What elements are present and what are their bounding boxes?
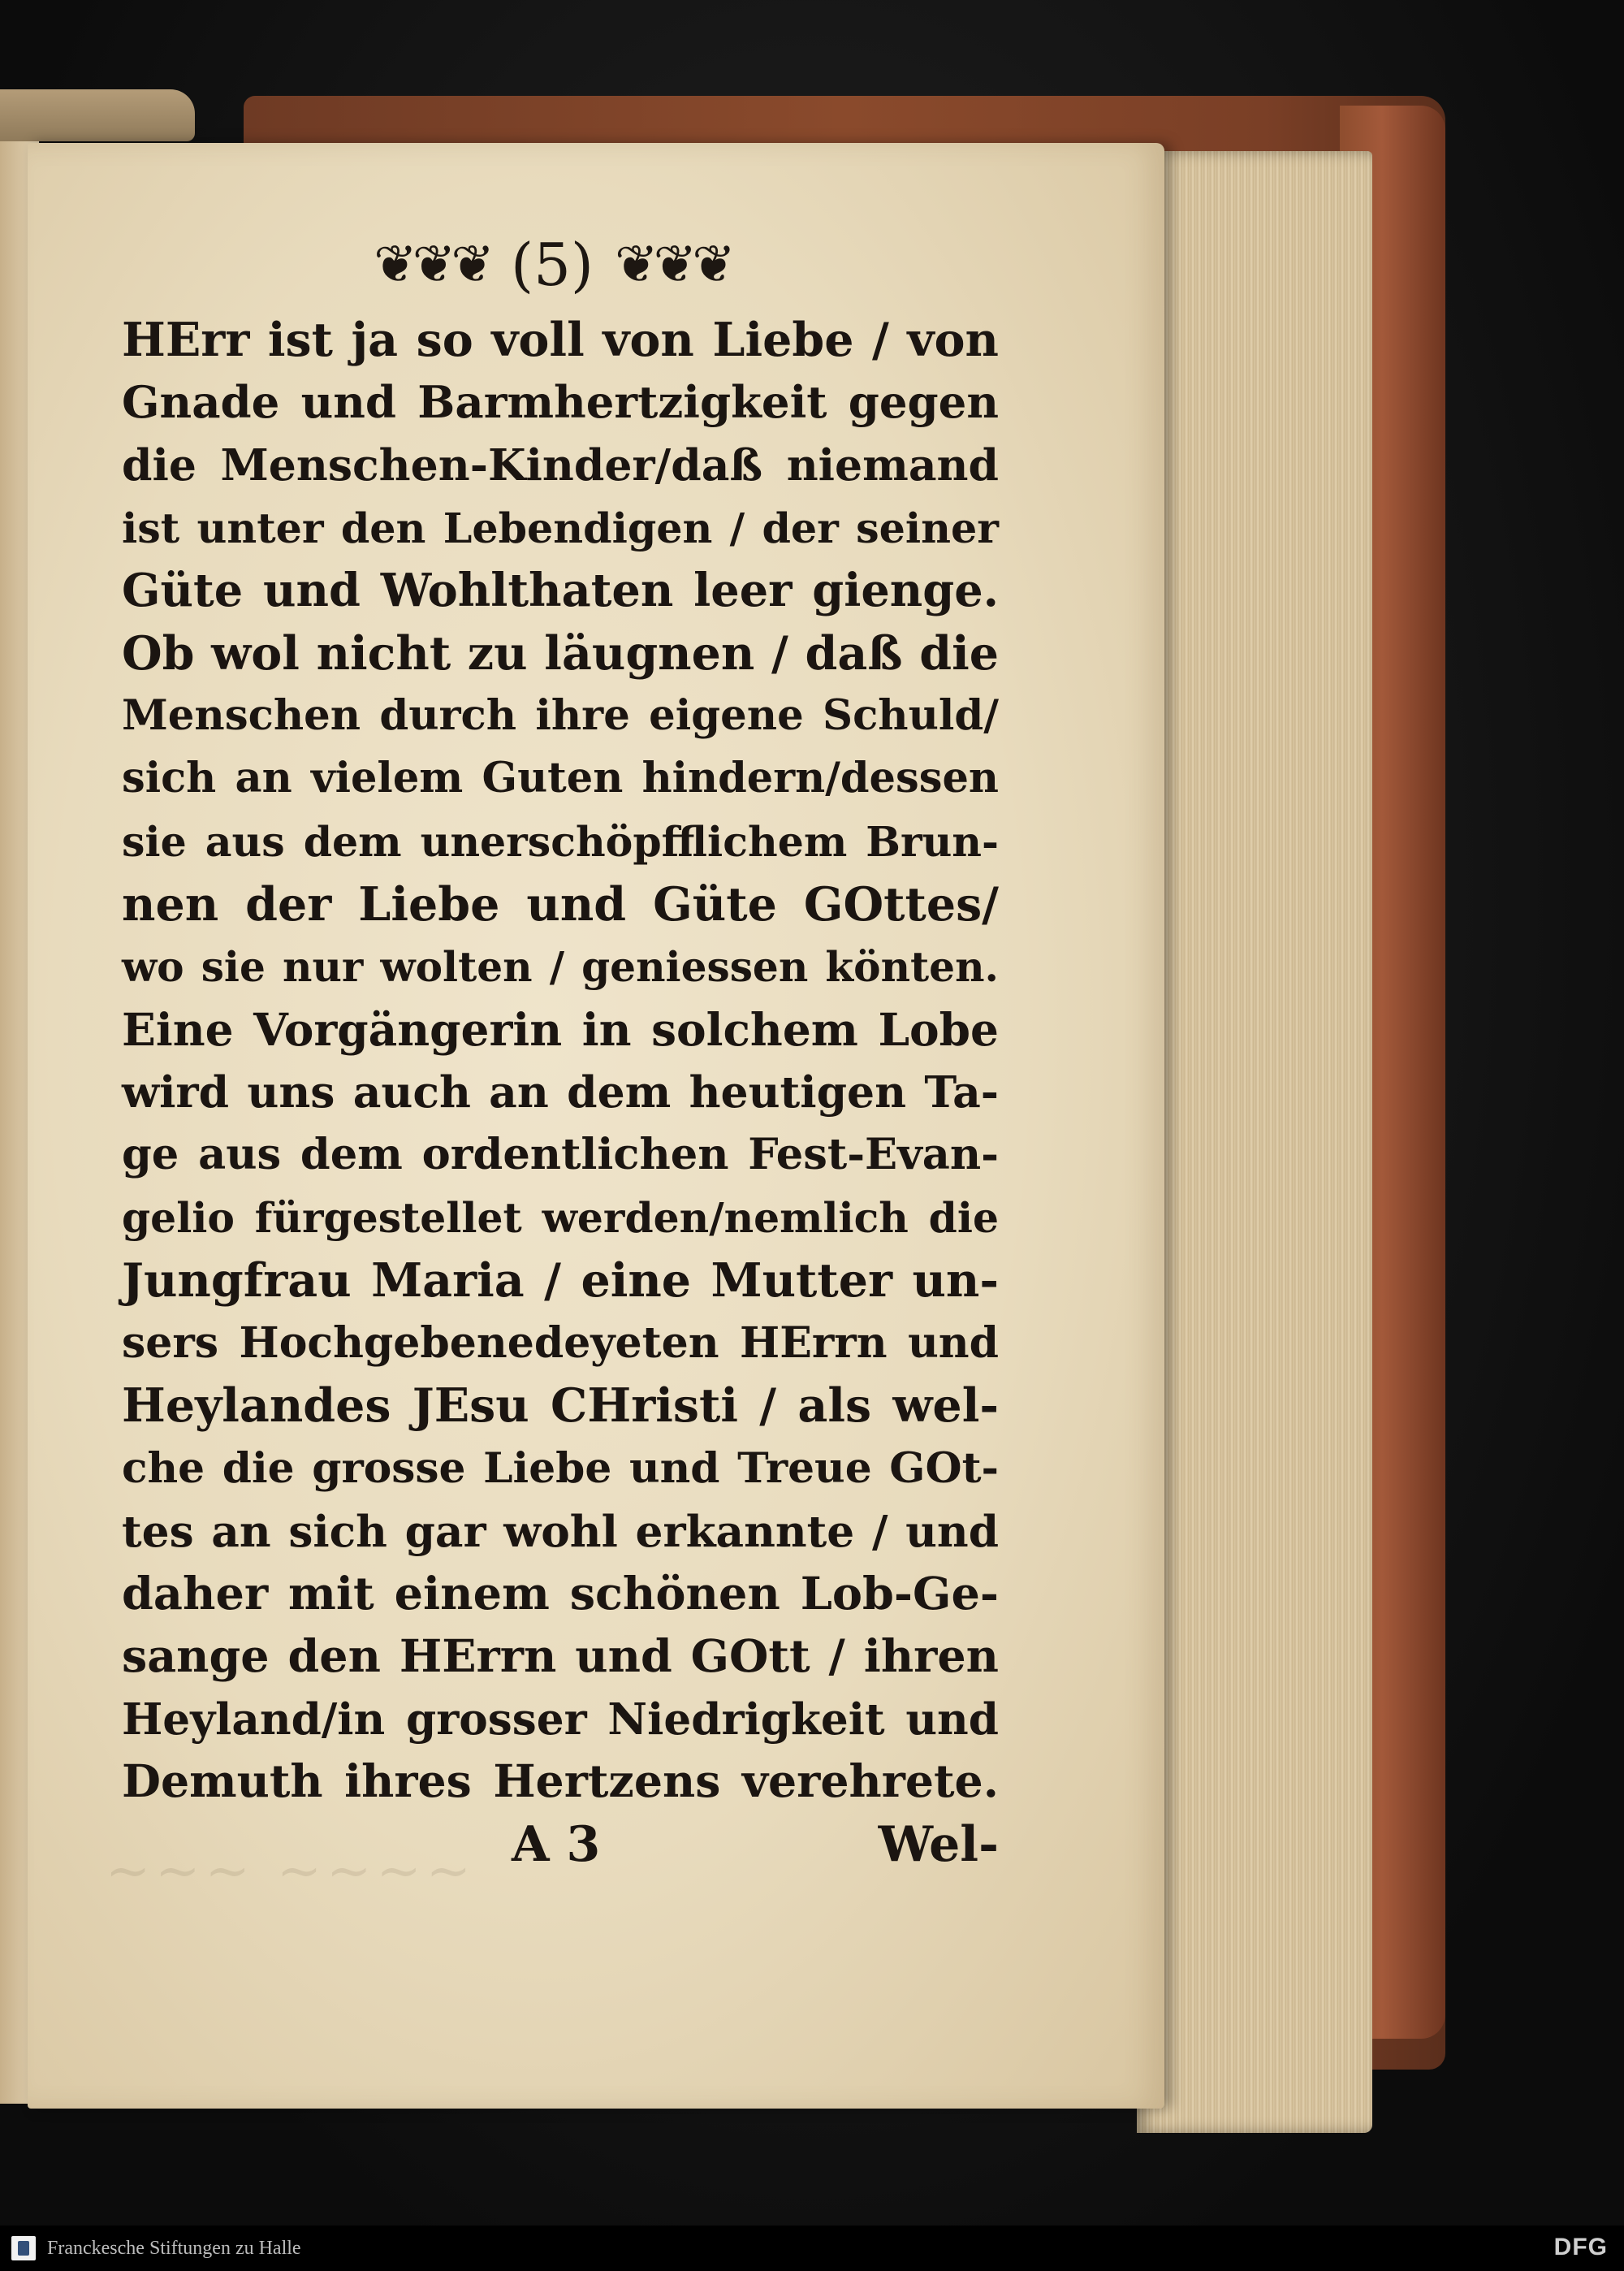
page-number: (5) [511, 231, 594, 299]
institution-name: Franckesche Stiftungen zu Halle [47, 2237, 301, 2259]
text-line: sange den HErrn und GOtt / ihren [122, 1629, 999, 1683]
viewer-footer [0, 2226, 1624, 2271]
text-line: gelio fürgestellet werden/nemlich die [122, 1193, 999, 1242]
text-line: che die grosse Liebe und Treue GOt- [122, 1443, 999, 1494]
binding-headband [0, 89, 195, 141]
text-line: nen der Liebe und Güte GOttes/ [122, 876, 999, 932]
body-text [122, 309, 999, 1814]
text-line: Güte und Wohlthaten leer gienge. [122, 564, 999, 617]
text-line: Ob wol nicht zu läugnen / daß die [122, 625, 999, 681]
ornament-left-icon: ❦❦❦ [374, 235, 490, 295]
page-stack [1137, 151, 1372, 2133]
text-line: HErr ist ja so voll von Liebe / von [122, 313, 999, 367]
text-line: Menschen durch ihre eigene Schuld/ [122, 691, 999, 741]
text-line: ist unter den Lebendigen / der seiner [122, 503, 999, 552]
dfg-logo: DFG [1553, 2234, 1608, 2260]
catchword: Wel- [878, 1816, 999, 1873]
text-line: Demuth ihres Hertzens verehrete. [122, 1755, 999, 1809]
bleed-through-text: ~~~ ~~~~ [106, 1840, 477, 1902]
text-line: tes an sich gar wohl erkannte / und [122, 1505, 999, 1557]
signature-mark: A 3 [512, 1816, 601, 1873]
text-line: wo sie nur wolten / geniessen könten. [122, 942, 999, 991]
page-header [106, 227, 999, 302]
text-line: Jungfrau Maria / eine Mutter un- [122, 1252, 999, 1308]
text-line: Gnade und Barmhertzigkeit gegen [122, 376, 999, 429]
text-line: sich an vielem Guten hindern/dessen [122, 754, 999, 803]
text-line: die Menschen-Kinder/daß niemand [122, 439, 999, 491]
text-line: Heylandes JEsu CHristi / als wel- [122, 1378, 999, 1434]
text-line: Eine Vorgängerin in solchem Lobe [122, 1003, 999, 1057]
text-line: wird uns auch an dem heutigen Ta- [122, 1066, 999, 1118]
text-line: daher mit einem schönen Lob-Ge- [122, 1567, 999, 1620]
institution-logo-icon [11, 2236, 36, 2260]
ornament-right-icon: ❦❦❦ [615, 235, 731, 295]
page-footer-line [122, 1816, 999, 1884]
text-line: ge aus dem ordentlichen Fest-Evan- [122, 1130, 999, 1180]
text-line: sers Hochgebenedeyeten HErrn und [122, 1318, 999, 1368]
text-line: sie aus dem unerschöpfflichem Brun- [122, 817, 999, 866]
text-line: Heyland/in grosser Niedrigkeit und [122, 1694, 999, 1745]
